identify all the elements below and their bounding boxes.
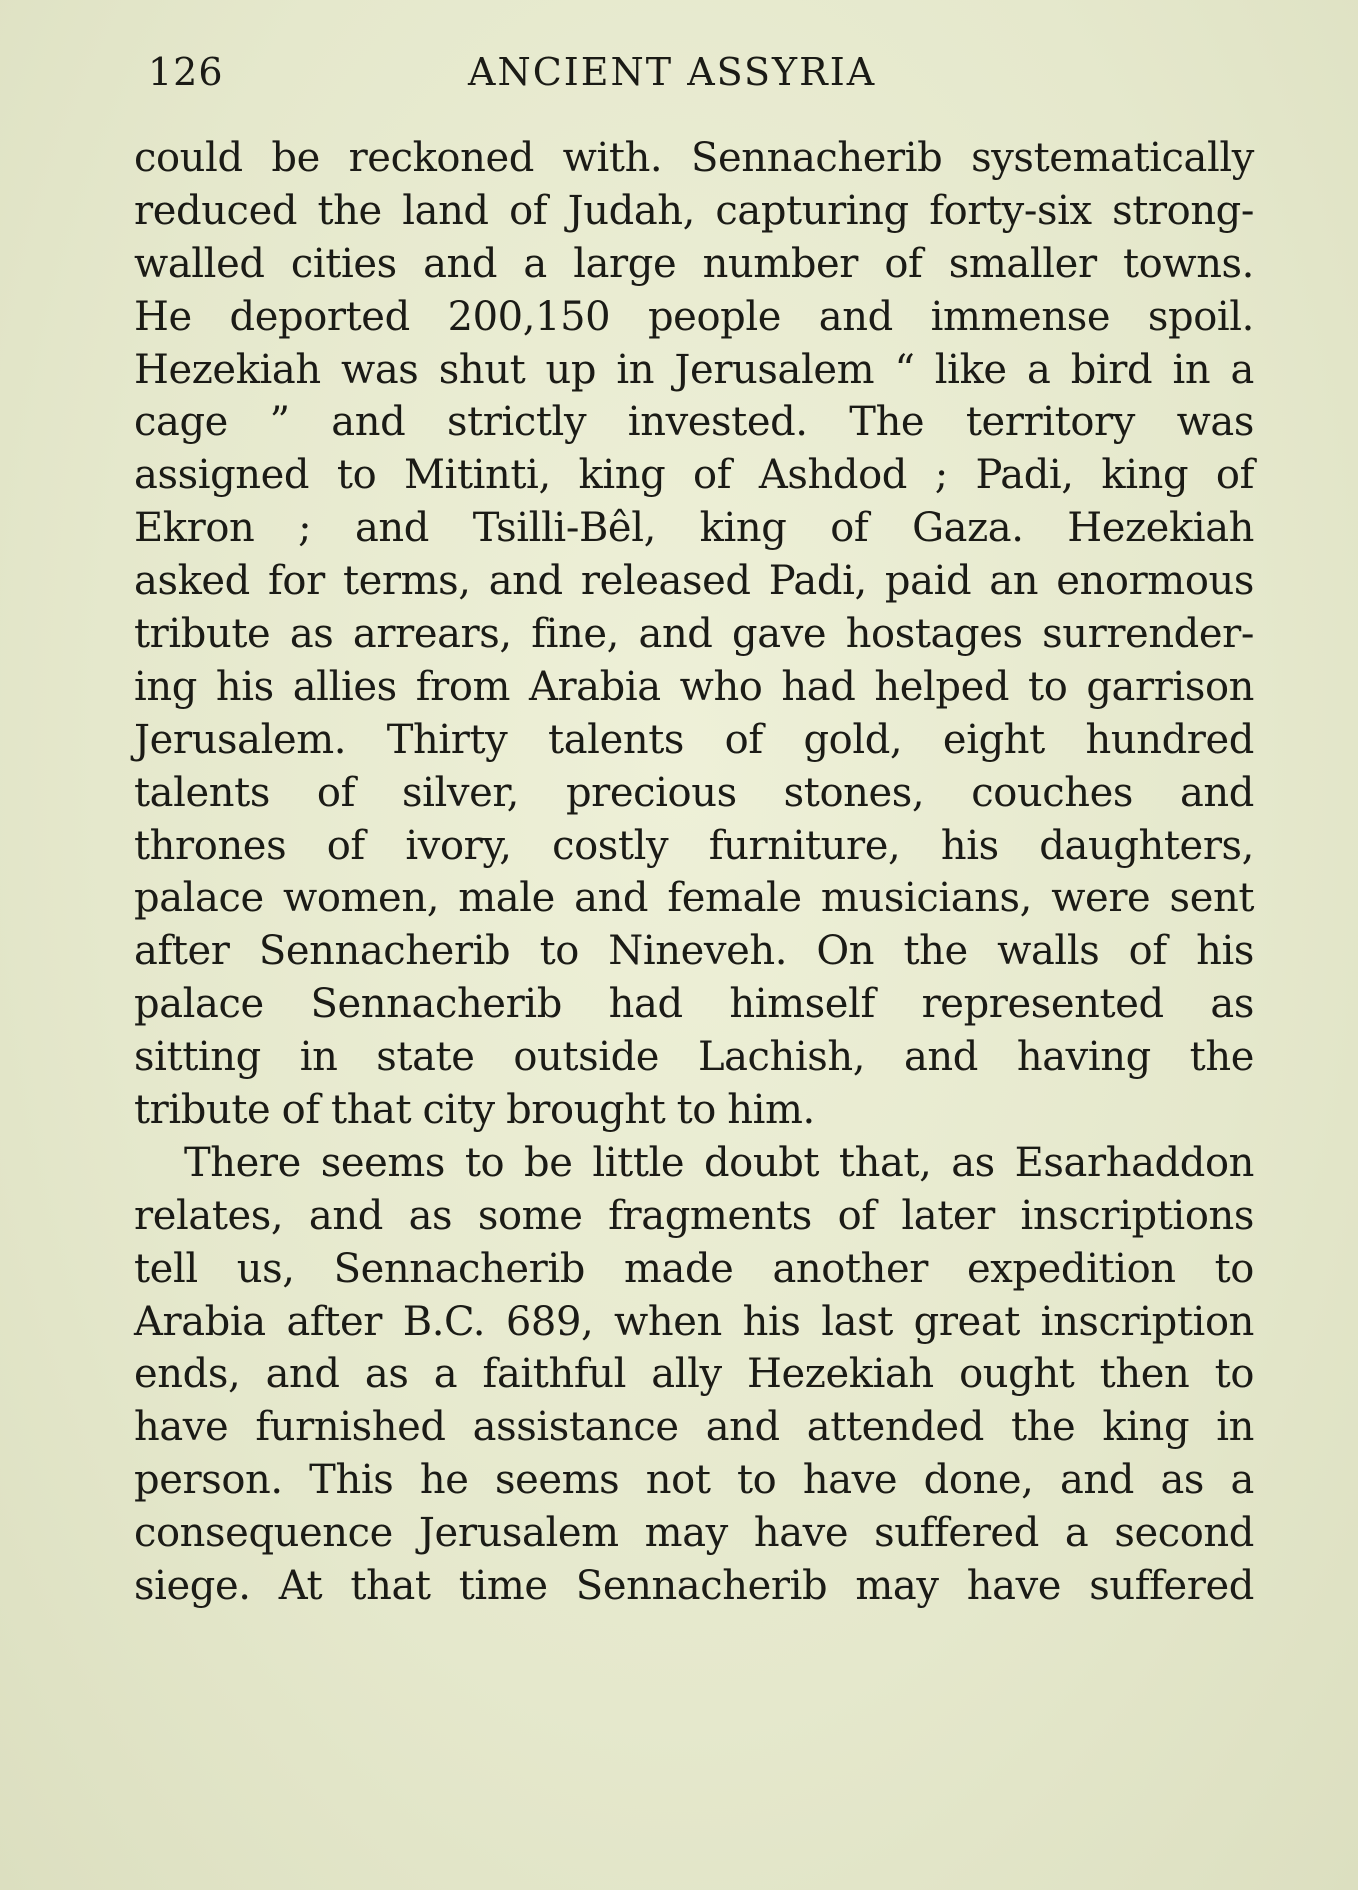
page-header <box>148 50 1248 100</box>
text-line: talents of silver, precious stones, couches and <box>134 769 1254 816</box>
text-line: Hezekiah was shut up in Jerusalem “ like a bird in a <box>134 346 1254 393</box>
text-line: asked for terms, and released Padi, paid an enormous <box>134 558 1254 605</box>
text-line: ends, and as a faithful ally Hezekiah ought then to <box>134 1351 1254 1398</box>
text-line: ing his allies from Arabia who had helped to garrison <box>134 663 1254 710</box>
text-line: He deported 200,150 people and immense spoil. <box>134 293 1254 340</box>
text-line: tell us, Sennacherib made another expedition to <box>134 1245 1254 1292</box>
text-line: tribute as arrears, fine, and gave hostages surrender- <box>134 611 1254 658</box>
text-line: have furnished assistance and attended the king in <box>134 1404 1254 1451</box>
text-line: There seems to be little doubt that, as Esarhaddon <box>184 1139 1254 1186</box>
text-line: consequence Jerusalem may have suffered a second <box>134 1510 1254 1557</box>
text-line: sitting in state outside Lachish, and having the <box>134 1034 1254 1081</box>
text-line: tribute of that city brought to him. <box>134 1087 815 1134</box>
text-line: person. This he seems not to have done, and as a <box>134 1457 1254 1504</box>
text-line: Ekron ; and Tsilli-Bêl, king of Gaza. Hezekiah <box>134 505 1254 552</box>
text-line: after Sennacherib to Nineveh. On the walls of his <box>134 928 1254 975</box>
text-line: reduced the land of Judah, capturing forty-six strong- <box>134 187 1254 234</box>
text-line: walled cities and a large number of smaller towns. <box>134 240 1254 287</box>
body-text <box>134 132 1254 1613</box>
text-line: could be reckoned with. Sennacherib systematically <box>134 135 1254 181</box>
text-line: palace women, male and female musicians, were sent <box>134 875 1254 922</box>
text-line: Jerusalem. Thirty talents of gold, eight hundred <box>134 716 1254 763</box>
running-title: ANCIENT ASSYRIA <box>468 50 877 94</box>
text-line: assigned to Mitinti, king of Ashdod ; Padi, king of <box>134 452 1254 499</box>
text-line: thrones of ivory, costly furniture, his daughters, <box>134 822 1254 869</box>
text-line: cage ” and strictly invested. The territory was <box>134 399 1254 446</box>
text-line: Arabia after B.C. 689, when his last great inscription <box>134 1298 1254 1345</box>
page-number: 126 <box>148 50 224 94</box>
text-line: relates, and as some fragments of later inscriptions <box>134 1192 1254 1239</box>
text-line: siege. At that time Sennacherib may have suffered <box>134 1563 1254 1610</box>
text-line: palace Sennacherib had himself represented as <box>134 981 1254 1028</box>
